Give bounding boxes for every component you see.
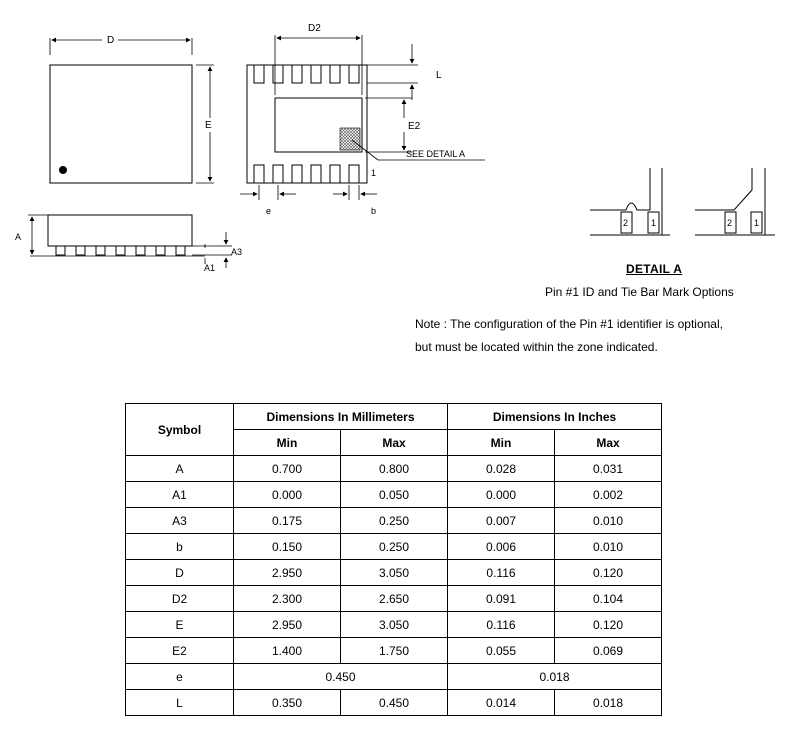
detail1-pin1-label: 1 xyxy=(651,218,657,228)
dimensions-table xyxy=(125,403,662,716)
mm-max-cell: 1.750 xyxy=(341,638,448,664)
pin1-dot-icon xyxy=(59,166,67,174)
mm-max-cell: 0.450 xyxy=(341,690,448,716)
in-max-cell: 0.120 xyxy=(555,612,662,638)
in-min-cell: 0.007 xyxy=(448,508,555,534)
dim-label-e-pitch: e xyxy=(266,206,272,216)
side-view xyxy=(15,215,242,273)
mm-min-cell: 0.700 xyxy=(234,456,341,482)
note-line-1: Note : The configuration of the Pin #1 identifier is optional, xyxy=(415,317,723,331)
top-view xyxy=(50,35,214,183)
symbol-cell: D xyxy=(126,560,234,586)
dim-label-a3: A3 xyxy=(231,247,243,257)
table-header-row xyxy=(126,404,662,430)
mm-min-cell: 1.400 xyxy=(234,638,341,664)
dim-label-l: L xyxy=(436,70,442,81)
in-min-cell: 0.006 xyxy=(448,534,555,560)
mm-min-cell: 0.000 xyxy=(234,482,341,508)
table-row xyxy=(126,508,662,534)
mm-group-header: Dimensions In Millimeters xyxy=(234,404,448,430)
mm-max-cell: 3.050 xyxy=(341,612,448,638)
dim-label-d: D xyxy=(107,35,115,46)
pin1-label: 1 xyxy=(371,168,377,178)
in-max-cell: 0.031 xyxy=(555,456,662,482)
mm-min-header: Min xyxy=(234,430,341,456)
note-line-2: but must be located within the zone indicated. xyxy=(415,340,658,354)
mm-max-cell: 0.250 xyxy=(341,508,448,534)
table-row xyxy=(126,482,662,508)
in-min-cell: 0.028 xyxy=(448,456,555,482)
table-row-e xyxy=(126,664,662,690)
in-min-cell: 0.091 xyxy=(448,586,555,612)
symbol-header: Symbol xyxy=(126,404,234,456)
mm-max-cell: 0.250 xyxy=(341,534,448,560)
in-max-header: Max xyxy=(555,430,662,456)
dim-label-d2: D2 xyxy=(308,23,321,34)
mm-min-cell: 2.950 xyxy=(234,612,341,638)
see-detail-label: SEE DETAIL A xyxy=(406,149,466,159)
mm-min-cell: 2.300 xyxy=(234,586,341,612)
symbol-cell: A1 xyxy=(126,482,234,508)
dim-label-b: b xyxy=(371,206,377,216)
detail-a-subtitle: Pin #1 ID and Tie Bar Mark Options xyxy=(545,285,734,299)
inch-group-header: Dimensions In Inches xyxy=(448,404,662,430)
symbol-cell: e xyxy=(126,664,234,690)
in-min-cell: 0.055 xyxy=(448,638,555,664)
in-min-cell: 0.116 xyxy=(448,612,555,638)
detail2-pin2-label: 2 xyxy=(727,218,733,228)
dim-label-a1: A1 xyxy=(204,263,216,273)
table-row xyxy=(126,534,662,560)
table-row xyxy=(126,560,662,586)
mm-merged-cell: 0.450 xyxy=(234,664,448,690)
mm-max-cell: 3.050 xyxy=(341,560,448,586)
symbol-cell: E2 xyxy=(126,638,234,664)
dim-label-e: E xyxy=(205,120,212,131)
detail-a-option-1 xyxy=(590,168,670,235)
dim-label-a: A xyxy=(15,232,22,242)
symbol-cell: A xyxy=(126,456,234,482)
detail1-pin2-label: 2 xyxy=(623,218,629,228)
mm-min-cell: 0.150 xyxy=(234,534,341,560)
mm-min-cell: 0.350 xyxy=(234,690,341,716)
in-min-cell: 0.116 xyxy=(448,560,555,586)
in-min-header: Min xyxy=(448,430,555,456)
symbol-cell: A3 xyxy=(126,508,234,534)
in-max-cell: 0.120 xyxy=(555,560,662,586)
mm-min-cell: 0.175 xyxy=(234,508,341,534)
mm-max-cell: 0.800 xyxy=(341,456,448,482)
in-max-cell: 0.010 xyxy=(555,534,662,560)
mm-max-header: Max xyxy=(341,430,448,456)
pin1-zone-hatch xyxy=(340,128,360,150)
mm-max-cell: 0.050 xyxy=(341,482,448,508)
dim-label-e2: E2 xyxy=(408,121,421,132)
table-row xyxy=(126,586,662,612)
table-row xyxy=(126,690,662,716)
bottom-view xyxy=(240,23,485,216)
detail-a-title: DETAIL A xyxy=(626,262,683,276)
in-min-cell: 0.000 xyxy=(448,482,555,508)
detail-a-option-2 xyxy=(695,168,775,235)
in-max-cell: 0.104 xyxy=(555,586,662,612)
symbol-cell: D2 xyxy=(126,586,234,612)
in-max-cell: 0.010 xyxy=(555,508,662,534)
symbol-cell: L xyxy=(126,690,234,716)
symbol-cell: b xyxy=(126,534,234,560)
mm-min-cell: 2.950 xyxy=(234,560,341,586)
in-max-cell: 0.069 xyxy=(555,638,662,664)
table-row xyxy=(126,612,662,638)
in-max-cell: 0.002 xyxy=(555,482,662,508)
table-row xyxy=(126,456,662,482)
detail2-pin1-label: 1 xyxy=(754,218,760,228)
table-row xyxy=(126,638,662,664)
mm-max-cell: 2.650 xyxy=(341,586,448,612)
in-min-cell: 0.014 xyxy=(448,690,555,716)
in-max-cell: 0.018 xyxy=(555,690,662,716)
in-merged-cell: 0.018 xyxy=(448,664,662,690)
symbol-cell: E xyxy=(126,612,234,638)
